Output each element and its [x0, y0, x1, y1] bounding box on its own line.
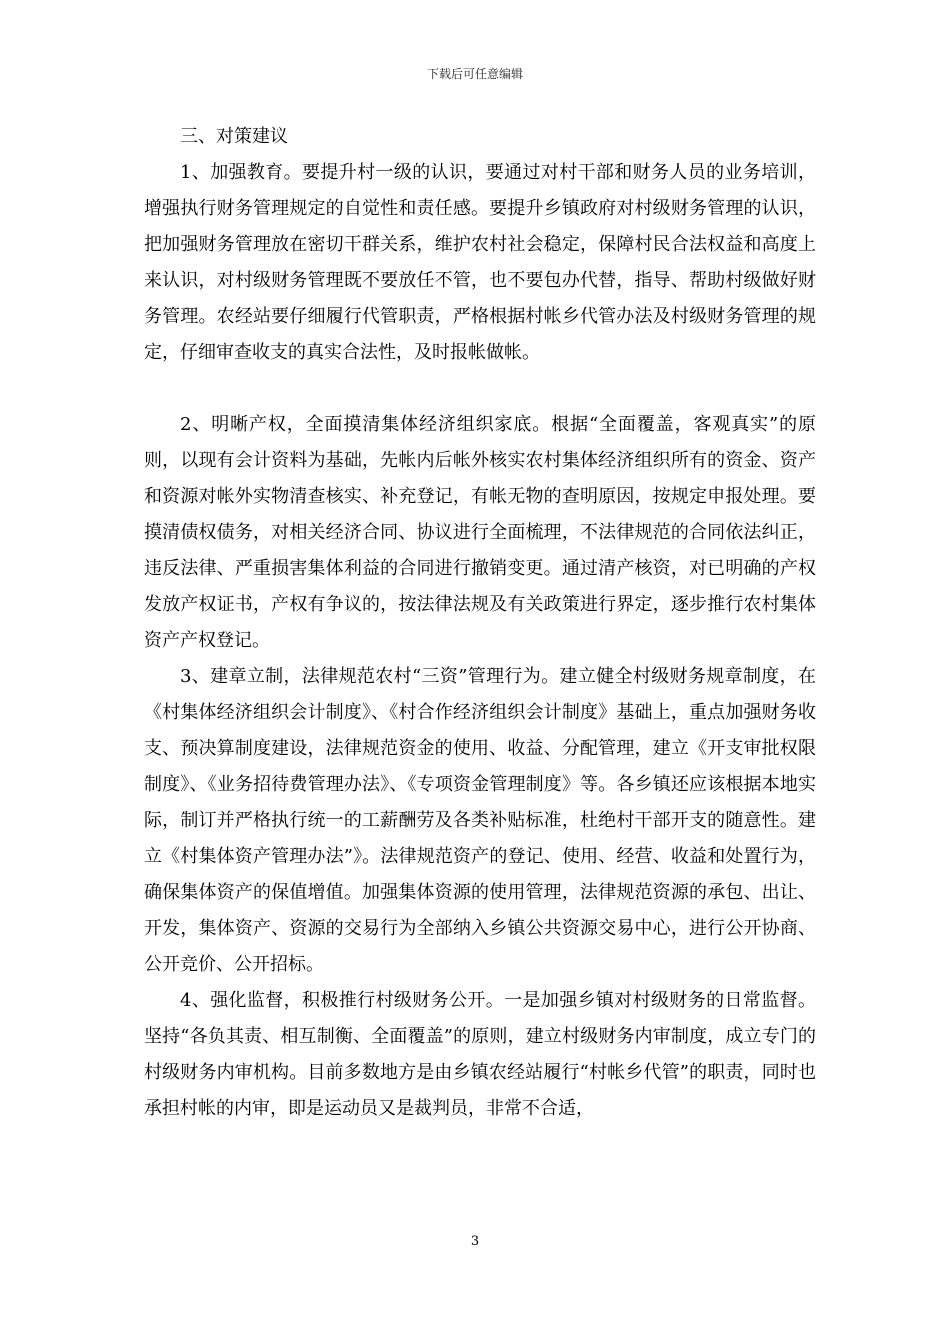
paragraph-property-rights: 2、明晰产权，全面摸清集体经济组织家底。根据“全面覆盖，客观真实”的原则，以现有会计资料为基础，先帐内后帐外核实农村集体经济组织所有的资金、资产和资源对帐外实物清查核实、补充登记，有帐无物的查明原因，按规定申报处理。要摸清债权债务，对相关经济合同、协议进行全面梳理，不法律规范的合同依法纠正，违反法律、严重损害集体利益的合同进行撤销变更。通过清产核资，对已明确的产权发放产权证书，产权有争议的，按法律法规及有关政策进行界定，逐步推行农村集体资产产权登记。 [144, 414, 816, 651]
section-heading: 三、对策建议 [180, 126, 288, 147]
document-body [144, 119, 816, 1127]
paragraph-regulations: 3、建章立制，法律规范农村“三资”管理行为。建立健全村级财务规章制度，在《村集体经济组织会计制度》、《村合作经济组织会计制度》基础上，重点加强财务收支、预决算制度建设，法律规范资金的使用、收益、分配管理，建立《开支审批权限制度》、《业务招待费管理办法》、《专项资金管理制度》等。各乡镇还应该根据本地实际，制订并严格执行统一的工薪酬劳及各类补贴标准，杜绝村干部开支的随意性。建立《村集体资产管理办法”》。法律规范资产的登记、使用、经营、收益和处置行为，确保集体资产的保值增值。加强集体资源的使用管理，法律规范资源的承包、出让、开发，集体资产、资源的交易行为全部纳入乡镇公共资源交易中心，进行公开协商、公开竞价、公开招标。 [144, 666, 816, 975]
paragraph-education: 1、加强教育。要提升村一级的认识，要通过对村干部和财务人员的业务培训，增强执行财务管理规定的自觉性和责任感。要提升乡镇政府对村级财务管理的认识，把加强财务管理放在密切干群关系，维护农村社会稳定，保障村民合法权益和高度上来认识，对村级财务管理既不要放任不管，也不要包办代替，指导、帮助村级做好财务管理。农经站要仔细履行代管职责，严格根据村帐乡代管办法及村级财务管理的规定，仔细审查收支的真实合法性，及时报帐做帐。 [144, 162, 816, 363]
page-number: 3 [470, 1234, 480, 1249]
page-header: 下载后可任意编辑 [426, 67, 523, 81]
paragraph-supervision: 4、强化监督，积极推行村级财务公开。一是加强乡镇对村级财务的日常监督。坚持“各负其责、相互制衡、全面覆盖”的原则，建立村级财务内审制度，成立专门的村级财务内审机构。目前多数地方是由乡镇农经站履行“村帐乡代管”的职责，同时也承担村帐的内审，即是运动员又是裁判员，非常不合适， [144, 990, 816, 1119]
